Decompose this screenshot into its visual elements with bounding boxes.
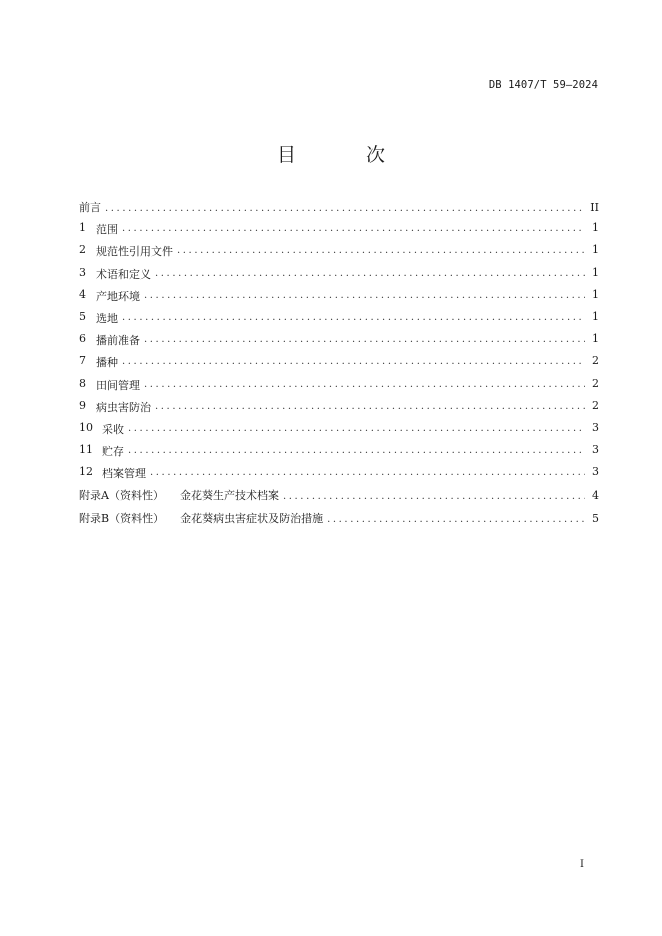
toc-entry-appendix-a[interactable] bbox=[79, 487, 599, 509]
toc-entry-page: 2 bbox=[592, 354, 599, 368]
toc-entry-number: 9 bbox=[79, 398, 86, 412]
toc-entry-number: 12 bbox=[79, 465, 93, 479]
dot-leader bbox=[144, 334, 585, 345]
dot-leader bbox=[155, 268, 585, 279]
toc-entry-text: 金花葵病虫害症状及防治措施 bbox=[180, 511, 324, 525]
toc-entry-text: 档案管理 bbox=[102, 467, 146, 481]
toc-entry-text: 术语和定义 bbox=[96, 267, 151, 281]
toc-entry-page: 1 bbox=[592, 265, 599, 279]
toc-entry-number: 附录A（资料性） bbox=[79, 489, 164, 503]
toc-entry-text: 金花葵生产技术档案 bbox=[179, 489, 279, 503]
toc-entry-text: 播前准备 bbox=[96, 334, 140, 348]
toc-entry-number: 11 bbox=[79, 443, 93, 457]
toc-entry-5[interactable] bbox=[79, 310, 599, 332]
toc-entry-number: 3 bbox=[79, 265, 86, 279]
toc-entry-text: 贮存 bbox=[102, 445, 124, 459]
dot-leader bbox=[105, 203, 584, 214]
toc-entry-7[interactable] bbox=[79, 354, 599, 376]
toc-entry-text: 产地环境 bbox=[96, 289, 140, 303]
dot-leader bbox=[144, 379, 585, 390]
toc-entry-text: 病虫害防治 bbox=[96, 400, 151, 414]
toc-entry-number: 附录B（资料性） bbox=[79, 511, 165, 525]
toc-entry-number: 10 bbox=[79, 420, 93, 434]
dot-leader bbox=[150, 467, 585, 478]
dot-leader bbox=[122, 356, 585, 367]
toc-entry-number: 8 bbox=[79, 376, 86, 390]
dot-leader bbox=[283, 491, 585, 502]
dot-leader bbox=[128, 423, 585, 434]
toc-entry-10[interactable] bbox=[79, 421, 599, 443]
dot-leader bbox=[327, 514, 585, 525]
toc-entry-page: 2 bbox=[592, 376, 599, 390]
toc-entry-foreword[interactable] bbox=[79, 199, 599, 221]
toc-entry-text: 采收 bbox=[102, 422, 124, 436]
toc-entry-1[interactable] bbox=[79, 221, 599, 243]
dot-leader bbox=[144, 290, 585, 301]
toc-entry-6[interactable] bbox=[79, 332, 599, 354]
toc-entry-8[interactable] bbox=[79, 377, 599, 399]
toc-entry-text: 播种 bbox=[96, 356, 118, 370]
toc-entry-4[interactable] bbox=[79, 288, 599, 310]
toc-entry-page: 4 bbox=[592, 489, 599, 503]
toc-entry-text: 选地 bbox=[96, 311, 118, 325]
page-number: I bbox=[580, 859, 584, 870]
toc-entry-page: 1 bbox=[592, 309, 599, 323]
dot-leader bbox=[155, 401, 585, 412]
toc-entry-page: 1 bbox=[592, 243, 599, 257]
dot-leader bbox=[122, 312, 585, 323]
toc-entry-11[interactable] bbox=[79, 443, 599, 465]
toc-entry-number: 5 bbox=[79, 309, 86, 323]
toc-entry-page: 1 bbox=[592, 221, 599, 235]
toc-entry-text: 前言 bbox=[79, 201, 101, 214]
toc-entry-page: 5 bbox=[592, 511, 599, 525]
document-id: DB 1407/T 59—2024 bbox=[488, 79, 598, 91]
toc-entry-page: II bbox=[590, 201, 599, 214]
toc-entry-page: 3 bbox=[592, 465, 599, 479]
toc-entry-text: 范围 bbox=[96, 223, 118, 237]
dot-leader bbox=[122, 223, 585, 234]
toc-entry-12[interactable] bbox=[79, 465, 599, 487]
toc-entry-page: 1 bbox=[592, 332, 599, 346]
toc-entry-number: 4 bbox=[79, 287, 86, 301]
toc-entry-text: 规范性引用文件 bbox=[96, 245, 173, 259]
toc-entry-appendix-b[interactable] bbox=[79, 510, 599, 532]
toc-entry-page: 2 bbox=[592, 398, 599, 412]
table-of-contents bbox=[79, 199, 599, 532]
toc-entry-9[interactable] bbox=[79, 399, 599, 421]
toc-entry-3[interactable] bbox=[79, 266, 599, 288]
toc-entry-page: 3 bbox=[592, 420, 599, 434]
toc-entry-number: 6 bbox=[79, 332, 86, 346]
page-title: 目 次 bbox=[276, 144, 418, 166]
toc-entry-number: 2 bbox=[79, 243, 86, 257]
toc-entry-number: 1 bbox=[79, 221, 86, 235]
toc-entry-page: 3 bbox=[592, 443, 599, 457]
dot-leader bbox=[128, 445, 585, 456]
toc-entry-2[interactable] bbox=[79, 243, 599, 265]
toc-entry-text: 田间管理 bbox=[96, 378, 140, 392]
toc-entry-number: 7 bbox=[79, 354, 86, 368]
toc-entry-page: 1 bbox=[592, 287, 599, 301]
dot-leader bbox=[177, 245, 585, 256]
